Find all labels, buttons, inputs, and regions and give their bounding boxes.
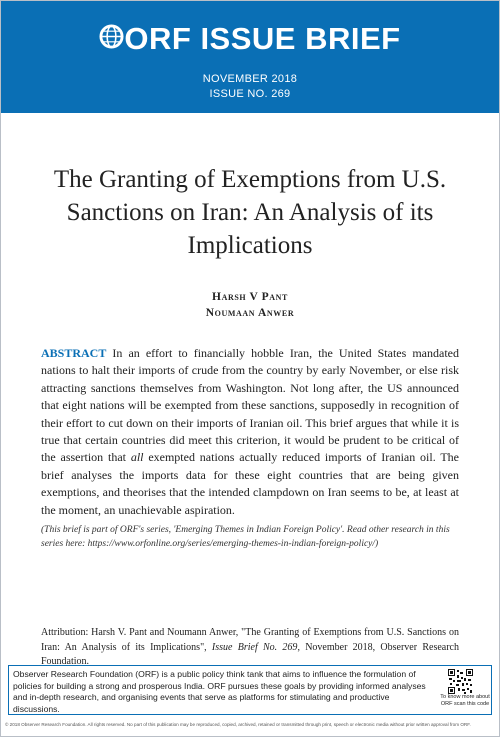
issue-number: ISSUE NO. 269: [209, 88, 291, 100]
author-name: Harsh V Pant: [212, 291, 288, 303]
attribution-prefix: Attribution: Harsh V. Pant and Noumann Anwer, "The Granting of Exemptions from U.S. Sanctions on Iran: An Analysis of its Implications",: [41, 627, 459, 653]
attribution-suffix: , November 2018, Observer Research Foundation.: [41, 641, 459, 667]
issue-meta: [1, 72, 499, 102]
document-title: The Granting of Exemptions from U.S. Sanctions on Iran: An Analysis of its Implications: [53, 166, 447, 259]
series-note: (This brief is part of ORF's series, 'Emerging Themes in Indian Foreign Policy'. Read other research in this series here: https://www.orfonline.org/series/emerging-themes-in-indian-foreign-policy/): [41, 525, 450, 549]
globe-icon: [99, 24, 124, 49]
header-banner: [1, 1, 499, 113]
attribution-issue: Issue Brief No. 269: [211, 641, 298, 653]
brand-title: ORF ISSUE BRIEF: [124, 21, 401, 56]
author-name: Noumaan Anwer: [205, 307, 295, 319]
issue-date: NOVEMBER 2018: [202, 73, 298, 85]
abstract-paragraph: [41, 345, 459, 519]
about-orf-text: Observer Research Foundation (ORF) is a public policy think tank that aims to influence the formulation of policies for building a strong and prosperous India. ORF pursues these goals by providing informed analyses and in-depth research, and organising events that serve as platforms for stimulating and productive discussions.: [13, 669, 426, 714]
attribution: [41, 626, 459, 670]
abstract-label: ABSTRACT: [41, 346, 107, 360]
qr-caption: To know more about ORF scan this code: [440, 694, 490, 707]
abstract-emphasis: all: [130, 450, 144, 465]
abstract-text: In an effort to financially hobble Iran, the United States mandated nations to halt their imports of crude from the country by early November, or else risk attracting sanctions themselves from Washington. Not long after, the US announced that eight nations will be exempted from these sanctions, supposedly in recognition of their effort to cut down on their imports of Iranian oil. This brief argues that while it is true that certain countries did meet this criterion, it would be prudent to be critical of the assertion that: [41, 346, 459, 465]
brand-logo: [1, 21, 499, 57]
qr-code-icon[interactable]: [448, 669, 473, 694]
abstract-text: exempted nations actually reduced imports of Iranian oil. The brief analyses the imports data for these eight countries that are being given exemptions, and theorises that the intended clampdown on Iran seems to be, at least at the moment, an unachievable aspiration.: [41, 450, 459, 517]
author-list: [1, 289, 499, 321]
copyright-notice: © 2018 Observer Research Foundation. All rights reserved. No part of this publication may be reproduced, copied, archived, retained or transmitted through print, speech or electronic media without prior written approval from ORF.: [5, 722, 471, 727]
about-orf-box: [8, 665, 492, 715]
